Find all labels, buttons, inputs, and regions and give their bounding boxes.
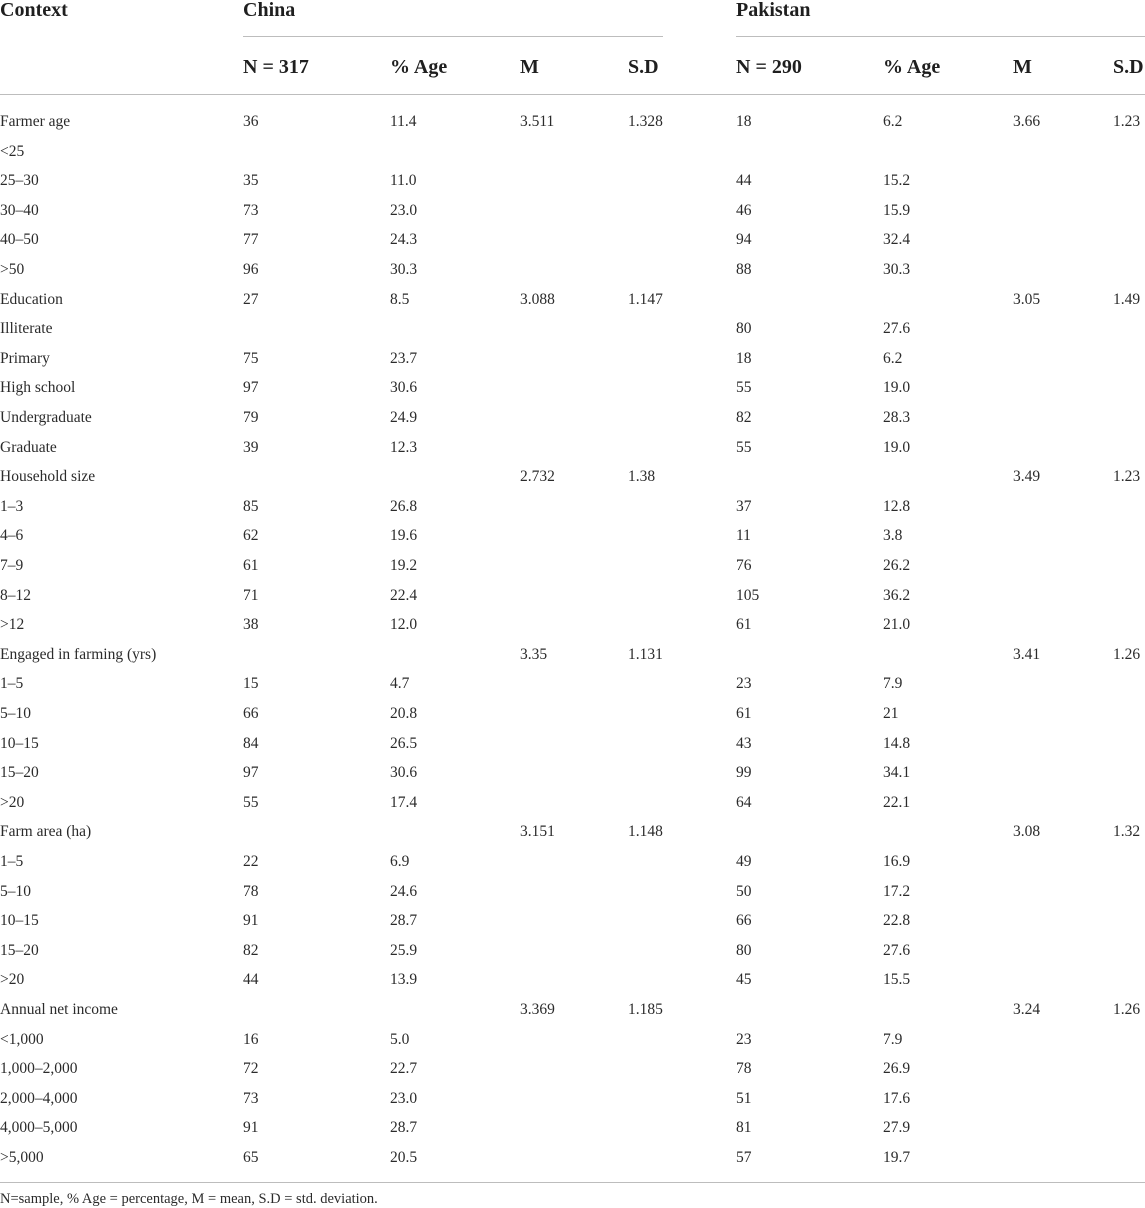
cell-context: 10–15 [0,912,39,930]
cell-china-pct: 28.7 [390,912,418,930]
cell-china-n: 22 [243,853,259,870]
cell-context: High school [0,379,76,397]
cell-pakistan-mean: 3.66 [1013,113,1041,130]
cell-context: 1–5 [0,853,24,870]
cell-pakistan-pct: 7.9 [883,675,903,693]
cell-context: 5–10 [0,882,31,900]
cell-pakistan-n: 23 [736,675,752,693]
cell-pakistan-mean: 3.08 [1013,823,1041,841]
cell-pakistan-pct: 15.2 [883,172,911,190]
cell-china-n: 97 [243,764,259,782]
cell-pakistan-pct: 15.9 [883,201,911,219]
cell-china-n: 79 [243,409,259,426]
cell-pakistan-pct: 12.8 [883,497,911,515]
cell-pakistan-n: 82 [736,409,752,426]
table-row [0,557,1145,587]
cell-context: Household size [0,468,96,486]
cell-china-n: 72 [243,1060,259,1078]
table-row [0,1090,1145,1120]
cell-context: 15–20 [0,764,39,782]
cell-pakistan-n: 61 [736,616,752,634]
cell-context: 15–20 [0,941,39,959]
cell-china-sd: 1.185 [628,1001,663,1018]
table-row [0,527,1145,557]
cell-pakistan-pct: 19.0 [883,379,911,397]
cell-china-pct: 26.5 [390,734,418,752]
cell-context: Education [0,290,63,308]
table-row [0,468,1145,498]
cell-context: <25 [0,142,25,160]
table-row [0,912,1145,942]
cell-context: 5–10 [0,705,31,722]
table-row [0,350,1145,380]
cell-pakistan-n: 44 [736,172,752,190]
cell-pakistan-pct: 27.6 [883,941,911,959]
cell-context: 1–3 [0,497,24,515]
cell-china-pct: 23.0 [390,1089,418,1107]
cell-pakistan-sd: 1.26 [1113,645,1141,663]
cell-china-n: 35 [243,172,259,190]
table-row [0,616,1145,646]
cell-pakistan-n: 18 [736,113,752,130]
header-pakistan: Pakistan [736,0,811,21]
cell-china-n: 39 [243,438,259,456]
table-row [0,705,1145,735]
cell-china-sd: 1.328 [628,113,663,130]
cell-pakistan-n: 66 [736,912,752,930]
china-group-rule [243,36,663,37]
cell-context: 7–9 [0,557,24,574]
table-row [0,823,1145,853]
subheader-pakistan-mean: M [1013,56,1032,78]
cell-china-n: 62 [243,527,259,545]
cell-pakistan-pct: 34.1 [883,764,911,782]
cell-pakistan-pct: 17.6 [883,1089,911,1107]
cell-china-n: 65 [243,1149,259,1166]
cell-context: Farm area (ha) [0,823,92,841]
cell-pakistan-n: 46 [736,201,752,219]
cell-china-mean: 2.732 [520,468,555,486]
cell-china-n: 15 [243,675,259,693]
cell-pakistan-n: 57 [736,1149,752,1166]
cell-pakistan-pct: 19.7 [883,1149,911,1166]
table-row [0,1149,1145,1179]
table-row [0,883,1145,913]
table-row [0,853,1145,883]
table-row [0,1060,1145,1090]
cell-china-pct: 6.9 [390,853,410,870]
cell-context: 4–6 [0,527,24,545]
cell-china-pct: 30.6 [390,379,418,397]
cell-china-pct: 30.6 [390,764,418,782]
table-row [0,1001,1145,1031]
cell-pakistan-sd: 1.26 [1113,1001,1141,1018]
cell-context: 30–40 [0,201,39,219]
cell-pakistan-mean: 3.41 [1013,645,1041,663]
cell-context: Annual net income [0,1001,118,1018]
subheader-pakistan-n: N = 290 [736,56,802,78]
table-row [0,1031,1145,1061]
cell-china-n: 91 [243,1119,259,1137]
cell-pakistan-n: 99 [736,764,752,782]
cell-pakistan-n: 80 [736,941,752,959]
cell-pakistan-pct: 17.2 [883,882,911,900]
cell-pakistan-mean: 3.24 [1013,1001,1041,1018]
cell-china-pct: 13.9 [390,971,418,989]
cell-pakistan-n: 23 [736,1030,752,1048]
header-context: Context [0,0,68,21]
cell-context: >20 [0,971,25,989]
pakistan-group-rule [736,36,1145,37]
cell-pakistan-pct: 22.1 [883,793,911,811]
cell-pakistan-sd: 1.23 [1113,468,1141,486]
cell-context: 8–12 [0,586,31,604]
cell-pakistan-n: 81 [736,1119,752,1137]
table-row [0,675,1145,705]
cell-china-n: 44 [243,971,259,989]
cell-china-n: 55 [243,793,259,811]
cell-pakistan-sd: 1.23 [1113,113,1141,130]
cell-context: <1,000 [0,1030,44,1048]
cell-china-n: 77 [243,231,259,249]
table-row [0,587,1145,617]
cell-pakistan-n: 49 [736,853,752,870]
table-row [0,379,1145,409]
cell-pakistan-pct: 28.3 [883,409,911,426]
cell-pakistan-pct: 26.2 [883,557,911,574]
table-row [0,646,1145,676]
cell-pakistan-mean: 3.49 [1013,468,1041,486]
cell-china-pct: 23.0 [390,201,418,219]
cell-pakistan-pct: 30.3 [883,261,911,278]
cell-pakistan-n: 76 [736,557,752,574]
cell-china-pct: 24.9 [390,409,418,426]
table-row [0,439,1145,469]
cell-pakistan-pct: 21 [883,705,899,722]
table-row [0,409,1145,439]
cell-china-n: 38 [243,616,259,634]
subheader-pakistan-pct: % Age [883,56,941,78]
cell-china-pct: 5.0 [390,1030,410,1048]
cell-context: Illiterate [0,320,53,338]
cell-china-n: 16 [243,1030,259,1048]
cell-china-n: 36 [243,113,259,130]
cell-china-pct: 20.5 [390,1149,418,1166]
cell-pakistan-n: 55 [736,379,752,397]
table-row [0,172,1145,202]
cell-context: 25–30 [0,172,39,190]
cell-china-pct: 12.3 [390,438,418,456]
subheader-pakistan-sd: S.D [1113,56,1144,78]
cell-china-pct: 11.0 [390,172,417,190]
cell-context: >20 [0,793,25,811]
cell-china-n: 66 [243,705,259,722]
table-row [0,942,1145,972]
cell-china-sd: 1.131 [628,645,663,663]
table-row [0,261,1145,291]
table-row [0,231,1145,261]
cell-pakistan-sd: 1.49 [1113,290,1141,308]
cell-china-n: 61 [243,557,259,574]
cell-china-n: 75 [243,349,259,367]
cell-pakistan-n: 78 [736,1060,752,1078]
cell-pakistan-pct: 6.2 [883,113,903,130]
cell-pakistan-n: 11 [736,527,751,545]
cell-china-pct: 19.6 [390,527,418,545]
cell-china-pct: 11.4 [390,113,417,130]
cell-china-pct: 28.7 [390,1119,418,1137]
table-row [0,291,1145,321]
cell-context: Farmer age [0,113,71,130]
cell-china-n: 27 [243,290,259,308]
cell-context: Undergraduate [0,409,92,426]
cell-pakistan-n: 45 [736,971,752,989]
cell-pakistan-pct: 22.8 [883,912,911,930]
table-row [0,1119,1145,1149]
cell-china-pct: 19.2 [390,557,418,574]
cell-pakistan-n: 105 [736,586,760,604]
subheader-china-n: N = 317 [243,56,309,78]
cell-pakistan-pct: 6.2 [883,349,903,367]
cell-context: >12 [0,616,25,634]
cell-china-mean: 3.369 [520,1001,555,1018]
table-footnote: N=sample, % Age = percentage, M = mean, S.D = std. deviation. [0,1191,378,1207]
table-row [0,794,1145,824]
cell-pakistan-pct: 26.9 [883,1060,911,1078]
table-row [0,143,1145,173]
cell-pakistan-pct: 27.6 [883,320,911,338]
table-bottom-rule [0,1182,1145,1183]
cell-china-pct: 25.9 [390,941,418,959]
table-row [0,735,1145,765]
cell-china-sd: 1.147 [628,290,663,308]
table-row [0,971,1145,1001]
cell-china-pct: 4.7 [390,675,410,693]
cell-context: Engaged in farming (yrs) [0,645,157,663]
cell-pakistan-pct: 3.8 [883,527,903,545]
cell-china-n: 84 [243,734,259,752]
cell-china-n: 73 [243,1089,259,1107]
cell-china-mean: 3.088 [520,290,555,308]
cell-pakistan-n: 88 [736,261,752,278]
cell-china-pct: 12.0 [390,616,418,634]
cell-pakistan-n: 51 [736,1089,752,1107]
cell-pakistan-n: 37 [736,497,752,515]
cell-china-sd: 1.38 [628,468,656,486]
cell-china-n: 91 [243,912,259,930]
cell-pakistan-n: 80 [736,320,752,338]
cell-china-n: 85 [243,497,259,515]
table-row [0,113,1145,143]
cell-china-mean: 3.151 [520,823,555,841]
cell-china-sd: 1.148 [628,823,663,841]
cell-context: 2,000–4,000 [0,1089,78,1107]
cell-pakistan-pct: 36.2 [883,586,911,604]
cell-pakistan-pct: 21.0 [883,616,911,634]
subheader-china-pct: % Age [390,56,448,78]
cell-china-pct: 23.7 [390,349,418,367]
cell-china-n: 73 [243,201,259,219]
cell-china-mean: 3.35 [520,645,548,663]
cell-pakistan-sd: 1.32 [1113,823,1141,841]
cell-pakistan-n: 61 [736,705,752,722]
cell-china-pct: 24.3 [390,231,418,249]
subheader-china-sd: S.D [628,56,659,78]
cell-china-mean: 3.511 [520,113,555,130]
cell-china-pct: 22.4 [390,586,418,604]
subheader-china-mean: M [520,56,539,78]
cell-context: 1,000–2,000 [0,1060,78,1078]
cell-pakistan-n: 50 [736,882,752,900]
cell-china-pct: 8.5 [390,290,410,308]
cell-context: Primary [0,349,50,367]
cell-china-pct: 17.4 [390,793,418,811]
table-row [0,764,1145,794]
cell-pakistan-pct: 27.9 [883,1119,911,1137]
cell-context: 40–50 [0,231,39,249]
cell-china-pct: 24.6 [390,882,418,900]
table-row [0,320,1145,350]
cell-context: Graduate [0,438,57,456]
table-row [0,202,1145,232]
cell-pakistan-pct: 14.8 [883,734,911,752]
cell-china-pct: 26.8 [390,497,418,515]
cell-context: 10–15 [0,734,39,752]
cell-china-pct: 20.8 [390,705,418,722]
cell-china-n: 97 [243,379,259,397]
cell-china-n: 71 [243,586,259,604]
cell-pakistan-n: 18 [736,349,752,367]
cell-context: 4,000–5,000 [0,1119,78,1137]
cell-china-n: 82 [243,941,259,959]
cell-pakistan-pct: 7.9 [883,1030,903,1048]
cell-pakistan-n: 94 [736,231,752,249]
cell-pakistan-n: 64 [736,793,752,811]
header-bottom-rule [0,94,1145,95]
cell-pakistan-pct: 19.0 [883,438,911,456]
cell-context: 1–5 [0,675,24,693]
cell-pakistan-pct: 32.4 [883,231,911,249]
cell-china-pct: 30.3 [390,261,418,278]
cell-pakistan-n: 55 [736,438,752,456]
cell-pakistan-pct: 15.5 [883,971,911,989]
cell-pakistan-mean: 3.05 [1013,290,1041,308]
cell-context: >50 [0,261,25,278]
cell-china-n: 96 [243,261,259,278]
header-china: China [243,0,296,21]
table-row [0,498,1145,528]
cell-context: >5,000 [0,1149,44,1166]
cell-china-n: 78 [243,882,259,900]
cell-pakistan-pct: 16.9 [883,853,911,870]
cell-china-pct: 22.7 [390,1060,418,1078]
cell-pakistan-n: 43 [736,734,752,752]
